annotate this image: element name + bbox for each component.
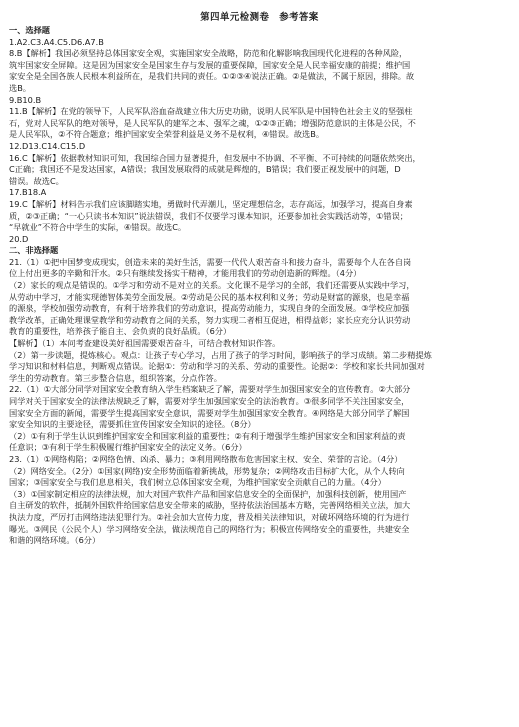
answer-line: 教学改革，正确处理课堂教学和劳动教育之间的关系，努力实现二者相互促进，相得益彰；家长应充分认识劳动 (9, 314, 411, 325)
answer-line: 家安全是全国各族人民根本利益所在，是我们共同的责任。①②③④说法正确。②是做法，不属于原因，排除。故 (9, 71, 415, 82)
answer-line: 任意识；③有利于学生积极履行维护国家安全的法定义务。（6分） (9, 442, 247, 453)
answer-line: 【解析】（1）本问考查建设美好祖国需要艰苦奋斗，可结合教材知识作答。 (9, 338, 281, 349)
answer-line: 国家；③国家安全与我们息息相关，我们树立总体国家安全观，为维护国家安全贡献自己的力量。（4分） (9, 477, 386, 488)
answer-line: 12.D13.C14.C15.D (9, 140, 86, 151)
answer-line: 11.B【解析】在党的领导下，人民军队浴血奋战建立伟大历史功勋，说明人民军队是中国特色社会主义的坚强柱 (9, 106, 413, 117)
answer-line: 国家安全方面的新闻，需要学生提高国家安全意识，需要对学生加强国家安全教育。④网络是大部分同学了解国 (9, 407, 410, 418)
answer-line: 从劳动中学习，才能实现德智体美劳全面发展。②劳动是公民的基本权利和义务；劳动是财富的源泉，也是幸福 (9, 291, 410, 302)
answer-line: 同学对关于国家安全的法律法规缺乏了解，需要对学生加强国家安全的法治教育。③很多同学不关注国家安全， (9, 396, 410, 406)
answer-line: 21.（1）①把中国梦变成现实，创造未来的美好生活，需要一代代人艰苦奋斗和接力奋斗，需要每个人在各自岗 (9, 256, 412, 267)
answer-line: 17.B18.A (9, 187, 47, 198)
answer-line: 石，党对人民军队的绝对领导，是人民军队的建军之本、强军之魂，①②③正确；增强防范意识的主体是公民，不 (9, 117, 416, 128)
answer-line: （3）①国家制定相应的法律法规，加大对国产软件产品和国家信息安全的全面保护，加强科技创新，使用国产 (9, 488, 407, 499)
answer-line: 学习知识和材料信息，判断观点错误。论据①：劳动和学习的关系、劳动的重要性。论据②：学校和家长共同加强对 (9, 361, 425, 372)
answer-line: 家安全知识的主要途径，需要抓住宣传国家安全知识的途径。（8分） (9, 419, 256, 430)
answer-line: （2）第一步读题，提炼核心。观点：让孩子专心学习，占用了孩子的学习时间，影响孩子的学习成绩。第二步精提炼 (9, 349, 432, 360)
answer-line: 是人民军队，②不符合题意；维护国家安全荣誉利益是义务不是权利，④错误。故选B。 (9, 129, 325, 140)
answer-line: （2）网络安全。（2分）①国家(网络)安全形势面临着新挑战，形势复杂；②网络攻击目标扩大化，从个人转向 (9, 465, 405, 476)
answer-line: 的源泉，学校加强劳动教育，有利于培养我们的劳动意识，提高劳动能力，实现自身的全面发展。③学校应加强 (9, 303, 410, 314)
answer-line: 22.（1）①大部分同学对国家安全教育纳入学生档案缺乏了解，需要对学生加强国家安全的宣传教育。②大部分 (9, 384, 411, 395)
answer-line: 筑牢国家安全屏障。这是因为国家安全是国家生存与发展的重要保障，国家安全是人民幸福安康的前提；维护国 (9, 59, 411, 70)
answer-line: 学生的劳动教育。第三步整合信息，组织答案，分点作答。 (9, 372, 222, 383)
answer-line: 23.（1）①网络构陷；②网络色情、凶杀、暴力；③利用网络散布危害国家主权、安全、荣誉的言论。（4分） (9, 453, 403, 464)
answer-line: 质，②③正确；“一心只读书本知识”说法错误，我们不仅要学习课本知识，还要参加社会实践活动等，①错误； (9, 210, 408, 221)
answer-line: 位上付出更多的辛勤和汗水。②只有继续发扬实干精神，才能用我们的劳动创造新的辉煌。（4分） (9, 268, 362, 279)
answer-line: 执法力度，严厉打击网络违法犯罪行为。②社会加大宣传力度，普及相关法律知识，对破坏网络环境的行为进行 (9, 511, 410, 522)
answer-line: “早就业”不符合中学生的实际，④错误。故选C。 (9, 222, 187, 233)
answer-line: （2）①有利于学生认识到维护国家安全和国家利益的重要性；②有利于增强学生维护国家安全和国家利益的责 (9, 430, 406, 441)
answer-line: 16.C【解析】依据教材知识可知，我国综合国力显著提升，但发展中不协调、不平衡、不可持续的问题依然突出， (9, 152, 421, 163)
answer-line: 20.D (9, 233, 29, 244)
answer-line: 自主研发的软件，抵制外国软件给国家信息安全带来的威胁，坚持依法治国基本方略，完善网络相关立法，加大 (9, 500, 411, 511)
answer-line: 教育的重要性，培养孩子能自主、会负责的良好品质。（6分） (9, 326, 232, 337)
answer-line: 错误。故选C。 (9, 175, 64, 186)
answer-line: 9.B10.B (9, 94, 42, 105)
answer-line: 1.A2.C3.A4.C5.D6.A7.B (9, 36, 104, 47)
answer-line: C正确；我国还不是发达国家，A错误；我国发展取得的成就是辉煌的，B错误；我们要正视发展中的问题，D (9, 164, 401, 175)
section-heading: 一、选择题 (9, 25, 50, 35)
answer-body (9, 25, 510, 547)
answer-line: 8.B【解析】我国必须坚持总体国家安全观，实施国家安全战略，防范和化解影响我国现代化进程的各种风险， (9, 48, 408, 59)
answer-line: 和谐的网络环境。（6分） (9, 535, 101, 546)
answer-line: 19.C【解析】材料告示我们应该脚踏实地，勇做时代弄潮儿，坚定理想信念，志存高远，加强学习，提高自身素 (9, 198, 413, 209)
page-title: 第四单元检测卷 参考答案 (200, 12, 319, 23)
section-heading: 二、非选择题 (9, 245, 59, 256)
answer-line: 选B。 (9, 82, 31, 93)
answer-line: 曝光。③网民（公民个人）学习网络安全法，做法规范自己的网络行为；积极宣传网络安全的重要性，共建安全 (9, 523, 410, 534)
answer-line: （2）家长的观点是错误的。①学习和劳动不是对立的关系。文化课不是学习的全部，我们还需要从实践中学习， (9, 280, 415, 291)
